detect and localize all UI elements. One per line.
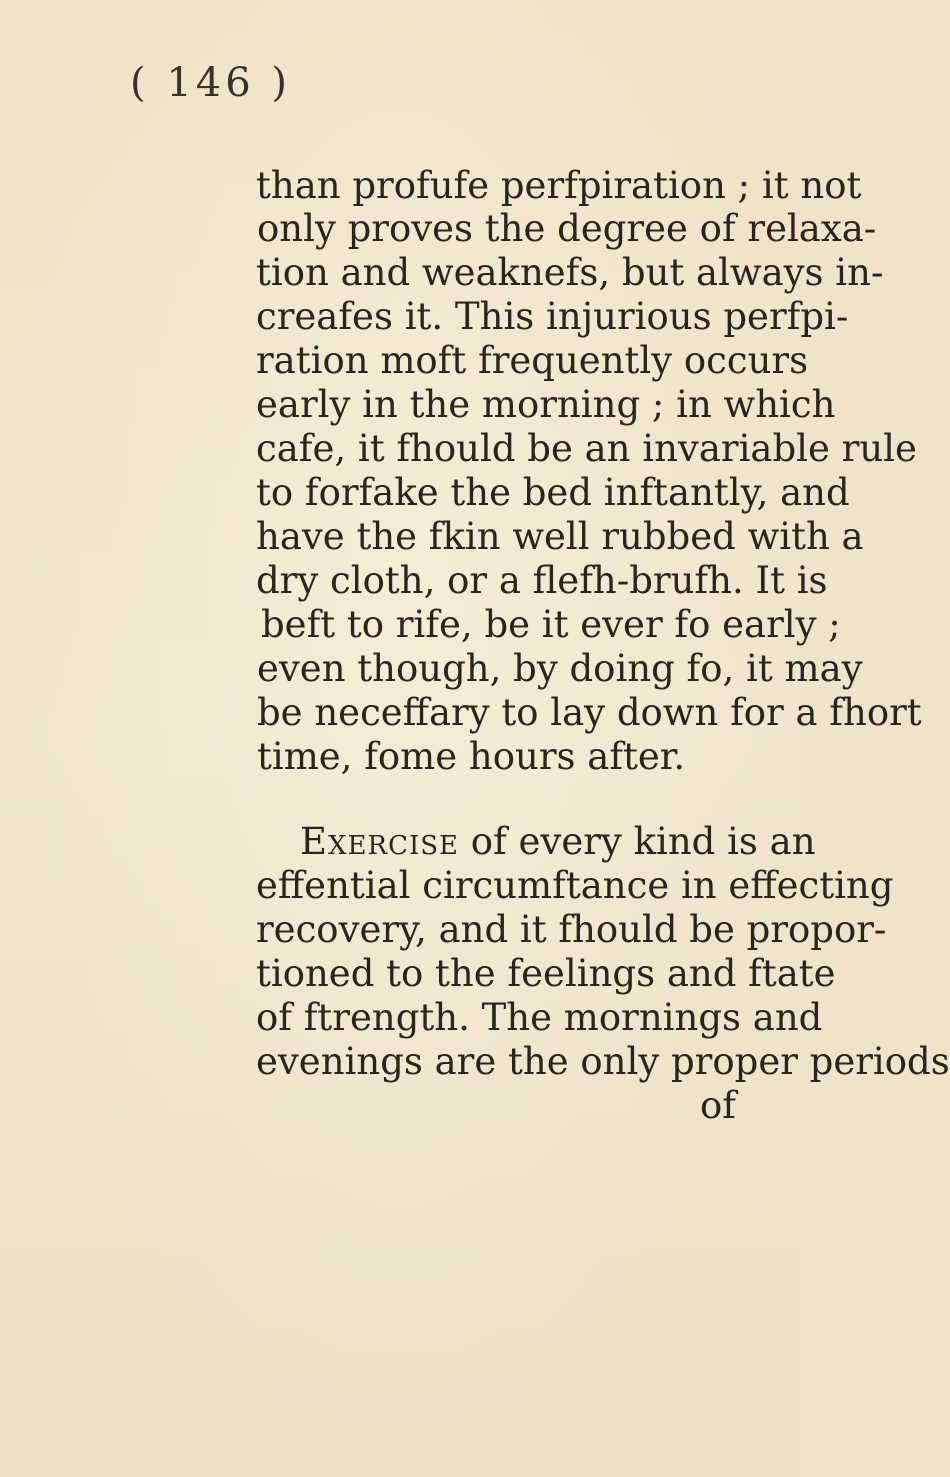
- text-line: early in the morning ; in which: [256, 383, 836, 426]
- text-line: time, fome hours after.: [257, 735, 686, 778]
- text-line: dry cloth, or a flefh-brufh. It is: [256, 559, 828, 602]
- text-line: tioned to the feelings and ftate: [256, 952, 836, 995]
- text-line: ration moft frequently occurs: [256, 339, 809, 382]
- text-line: [300, 820, 816, 864]
- paragraph-lead-word: Exercise: [300, 820, 460, 863]
- text-line: to forfake the bed inftantly, and: [256, 471, 850, 514]
- text-line: evenings are the only proper periods: [256, 1040, 950, 1083]
- catchword: of: [700, 1084, 736, 1127]
- text-line: be neceffary to lay down for a fhort: [257, 691, 922, 734]
- text-line: have the fkin well rubbed with a: [256, 515, 864, 558]
- text-line: even though, by doing fo, it may: [257, 647, 863, 690]
- text-line: effential circumftance in effecting: [256, 864, 894, 907]
- page-number: ( 146 ): [130, 60, 291, 106]
- text-line: cafe, it fhould be an invariable rule: [256, 427, 917, 470]
- text-run: of every kind is an: [459, 820, 816, 863]
- text-line: beft to rife, be it ever fo early ;: [261, 603, 841, 646]
- text-line: tion and weaknefs, but always in-: [256, 251, 884, 294]
- text-line: only proves the degree of relaxa-: [257, 207, 877, 250]
- text-line: recovery, and it fhould be propor-: [256, 908, 887, 951]
- text-line: of ftrength. The mornings and: [256, 996, 823, 1039]
- text-line: creafes it. This injurious perfpi-: [256, 295, 849, 338]
- text-line: than profufe perfpiration ; it not: [256, 164, 862, 207]
